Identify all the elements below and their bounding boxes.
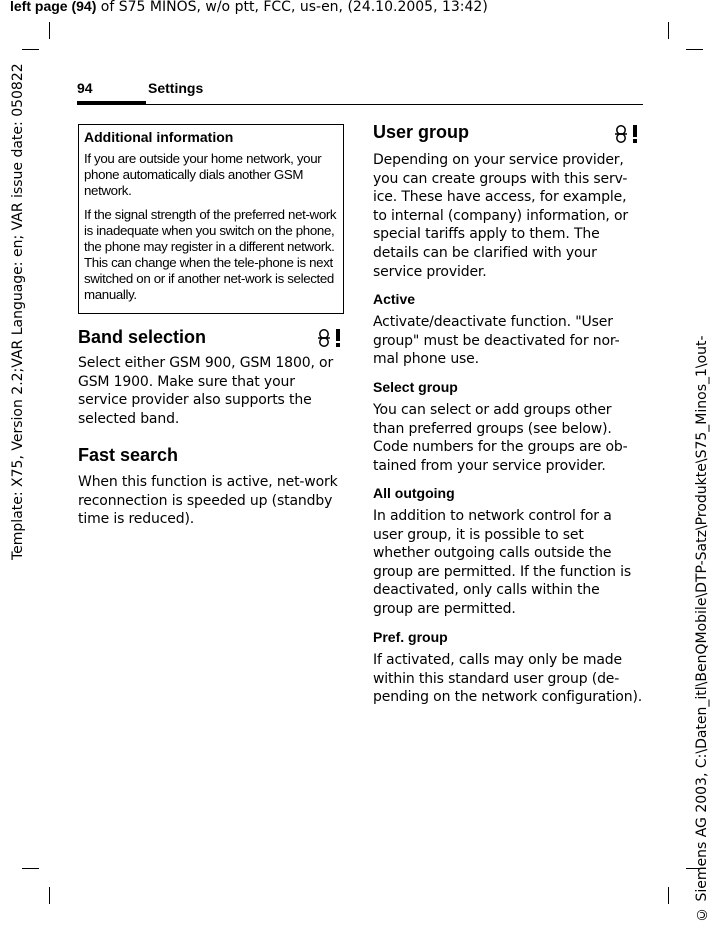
all-outgoing-heading: All outgoing xyxy=(373,485,455,501)
network-dependent-icon xyxy=(612,124,639,144)
select-group-heading: Select group xyxy=(373,379,458,395)
print-header-info: of S75 MINOS, w/o ptt, FCC, us-en, (24.10.2005, 13:42) xyxy=(96,0,488,15)
print-header xyxy=(10,0,488,15)
active-text: Activate/deactivate function. "User group" must be deactivated for nor-mal phone use. xyxy=(373,314,620,368)
crop-mark xyxy=(686,49,703,50)
all-outgoing-text: In addition to network control for a user group, it is possible to set whether outgoing calls outside the group are permitted. If the function is deactivated, only calls within the group are permitted. xyxy=(373,508,632,617)
fast-search-text: When this function is active, net-work reconnection is speeded up (standby time is reduced). xyxy=(78,474,338,528)
copyright-path: © Siemens AG 2003, C:\Daten_itl\BenQMobile\DTP-Satz\Produkte\S75_Minos_1\out- xyxy=(694,335,710,922)
header-rule-accent xyxy=(77,101,146,105)
user-group-text: Depending on your service provider, you can create groups with this serv-ice. These have access, for example, to internal (company) information, or special tariffs apply to them. The details can be clarified with your service provider. xyxy=(373,152,629,280)
fast-search-heading: Fast search xyxy=(78,445,179,465)
header-rule xyxy=(77,104,643,105)
crop-mark xyxy=(49,887,50,904)
info-box-heading: Additional information xyxy=(84,129,234,145)
additional-info-box xyxy=(78,124,344,314)
info-box-paragraph: If you are outside your home network, your phone automatically dials another GSM network. xyxy=(84,151,322,198)
active-heading: Active xyxy=(373,291,416,307)
crop-mark xyxy=(22,868,39,869)
pref-group-heading: Pref. group xyxy=(373,629,448,645)
template-info: Template: X75, Version 2.2;VAR Language: en; VAR issue date: 050822 xyxy=(10,63,26,560)
crop-mark xyxy=(49,22,50,39)
pref-group-text: If activated, calls may only be made within this standard user group (de-pending on the network configuration). xyxy=(373,652,643,706)
print-header-page: left page (94) xyxy=(10,0,97,14)
band-selection-text: Select either GSM 900, GSM 1800, or GSM 1900. Make sure that your service provider also supports the selected band. xyxy=(78,355,334,427)
select-group-text: You can select or add groups other than preferred groups (see below). Code numbers for the groups are ob-tained from your service provider. xyxy=(373,402,628,474)
band-selection-heading xyxy=(78,326,348,348)
network-dependent-icon xyxy=(315,328,342,348)
user-group-heading: User group xyxy=(373,122,470,142)
crop-mark xyxy=(668,887,669,904)
page-number: 94 xyxy=(77,80,93,96)
band-selection-title: Band selection xyxy=(78,327,207,347)
page-title: Settings xyxy=(148,80,204,96)
crop-mark xyxy=(668,22,669,39)
info-box-paragraph: If the signal strength of the preferred net-work is inadequate when you switch on the phone, the phone may register in a different network. This can change when the tele-phone is next switched on or if another net-work is selected manually. xyxy=(84,207,337,302)
